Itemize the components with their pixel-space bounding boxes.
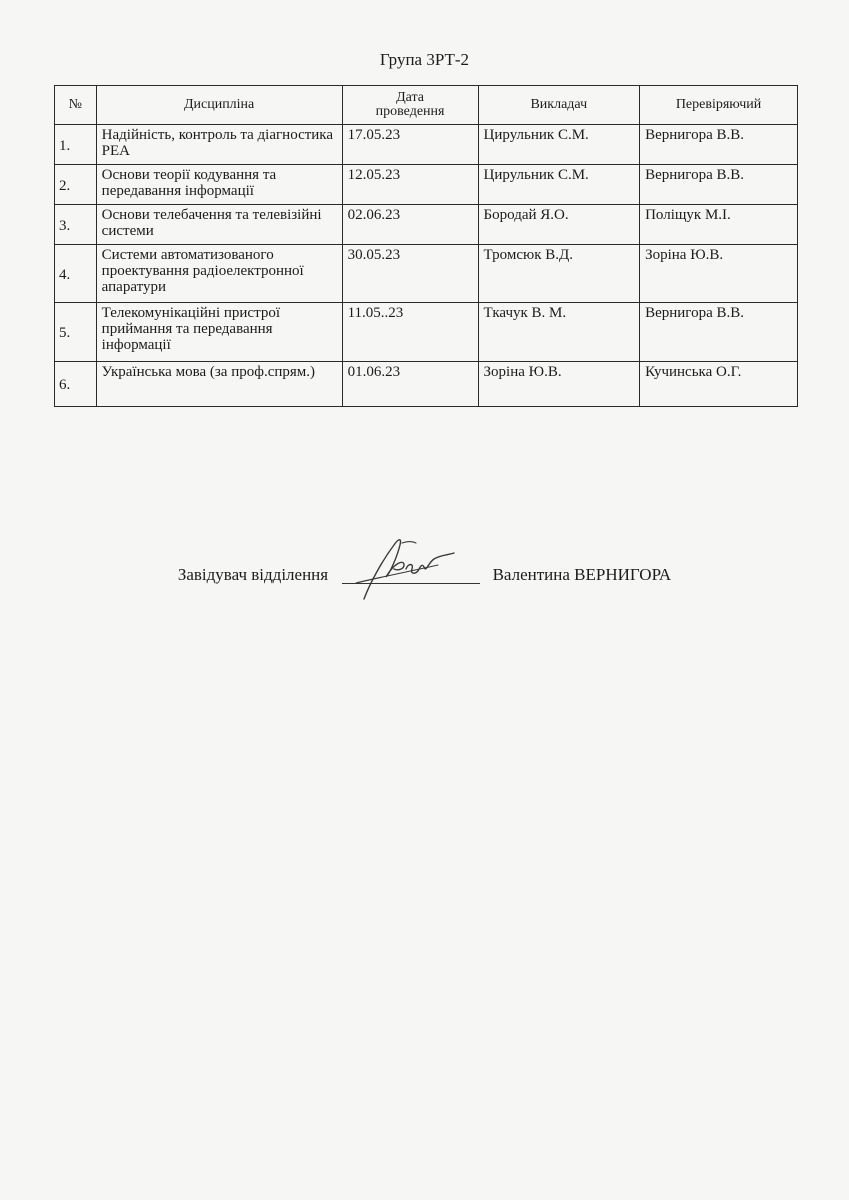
document-title: Група 3РТ-2 <box>379 50 470 69</box>
row-lecturer: Цирульник С.М. <box>478 125 640 165</box>
row-checker: Вернигора В.В. <box>640 303 798 362</box>
header-lecturer: Викладач <box>478 86 640 125</box>
row-checker: Вернигора В.В. <box>640 165 798 205</box>
row-checker: Вернигора В.В. <box>640 125 798 165</box>
row-lecturer: Цирульник С.М. <box>478 165 640 205</box>
header-row <box>55 86 798 125</box>
row-num: 5. <box>55 303 97 362</box>
row-discipline: Основи теорії кодування та передавання інформації <box>96 165 342 205</box>
handwritten-signature <box>342 533 480 603</box>
table-row <box>55 205 798 245</box>
row-date: 11.05..23 <box>342 303 478 362</box>
row-checker: Зоріна Ю.В. <box>640 245 798 303</box>
row-lecturer: Бородай Я.О. <box>478 205 640 245</box>
row-checker: Кучинська О.Г. <box>640 362 798 407</box>
signature-block <box>0 561 849 585</box>
row-lecturer: Ткачук В. М. <box>478 303 640 362</box>
row-date: 30.05.23 <box>342 245 478 303</box>
schedule-table <box>54 85 798 407</box>
header-date-line2: проведення <box>375 104 445 119</box>
row-checker: Поліщук М.І. <box>640 205 798 245</box>
row-num: 4. <box>55 245 97 303</box>
row-discipline: Українська мова (за проф.спрям.) <box>96 362 342 407</box>
row-num: 3. <box>55 205 97 245</box>
row-date: 12.05.23 <box>342 165 478 205</box>
header-date <box>342 86 478 125</box>
row-num: 1. <box>55 125 97 165</box>
position-title: Завідувач відділення <box>177 565 329 584</box>
table-row <box>55 303 798 362</box>
header-checker: Перевіряючий <box>640 86 798 125</box>
table-row <box>55 165 798 205</box>
table-row <box>55 245 798 303</box>
row-discipline: Надійність, контроль та діагностика РЕА <box>96 125 342 165</box>
header-num: № <box>55 86 97 125</box>
row-date: 17.05.23 <box>342 125 478 165</box>
table-header <box>55 86 798 125</box>
row-date: 02.06.23 <box>342 205 478 245</box>
row-lecturer: Тромсюк В.Д. <box>478 245 640 303</box>
signature-field <box>342 561 480 584</box>
table-body <box>55 125 798 407</box>
header-discipline: Дисципліна <box>96 86 342 125</box>
row-discipline: Основи телебачення та телевізійні системи <box>96 205 342 245</box>
row-discipline: Телекомунікаційні пристрої приймання та передавання інформації <box>96 303 342 362</box>
table-row <box>55 362 798 407</box>
signatory-name: Валентина ВЕРНИГОРА <box>492 565 672 584</box>
row-num: 6. <box>55 362 97 407</box>
header-date-line1: Дата <box>396 90 424 105</box>
row-lecturer: Зоріна Ю.В. <box>478 362 640 407</box>
table-row <box>55 125 798 165</box>
row-date: 01.06.23 <box>342 362 478 407</box>
row-num: 2. <box>55 165 97 205</box>
row-discipline: Системи автоматизованого проектування радіоелектронної апаратури <box>96 245 342 303</box>
